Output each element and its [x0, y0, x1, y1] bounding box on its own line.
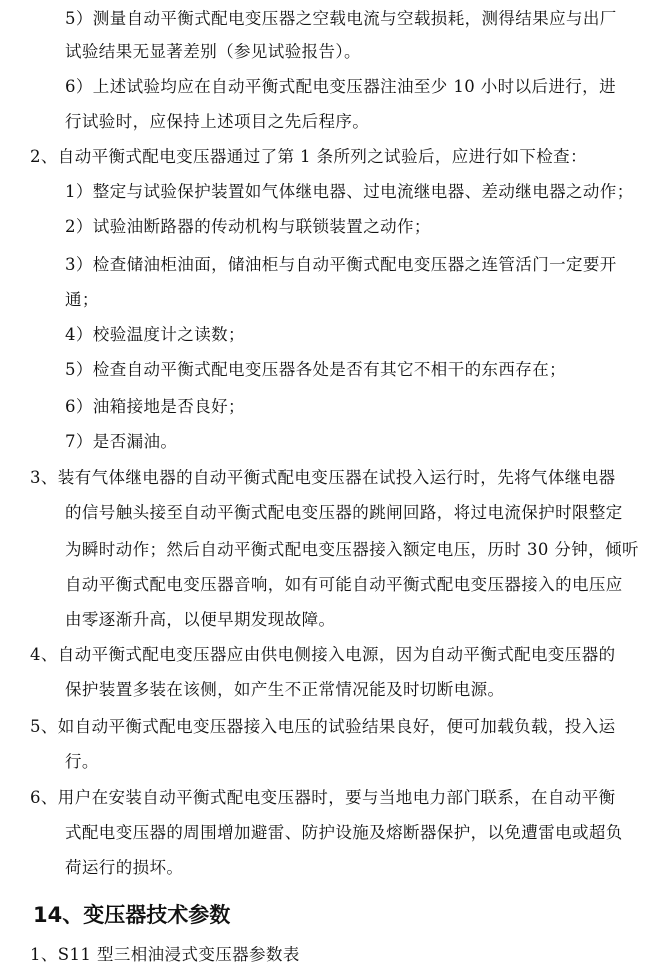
- para-line: 由零逐渐升高，以便早期发现故障。: [65, 610, 336, 629]
- para-line: 3）检查储油柜油面，储油柜与自动平衡式配电变压器之连管活门一定要开: [65, 255, 617, 274]
- para-line: 行试验时，应保持上述项目之先后程序。: [65, 112, 370, 131]
- para-line: 2）试验油断路器的传动机构与联锁装置之动作；: [65, 217, 431, 236]
- para-line: 试验结果无显著差别（参见试验报告）。: [65, 42, 361, 61]
- para-line: 4、自动平衡式配电变压器应由供电侧接入电源，因为自动平衡式配电变压器的: [30, 645, 616, 664]
- para-line: 5）测量自动平衡式配电变压器之空载电流与空载损耗，测得结果应与出厂: [65, 9, 617, 28]
- para-line: 保护装置多装在该侧，如产生不正常情况能及时切断电源。: [65, 680, 505, 699]
- para-line: 4）校验温度计之读数；: [65, 325, 245, 344]
- section-heading: 14、变压器技术参数: [33, 903, 231, 927]
- para-line: 自动平衡式配电变压器音响，如有可能自动平衡式配电变压器接入的电压应: [65, 575, 623, 594]
- para-line: 6、用户在安装自动平衡式配电变压器时，要与当地电力部门联系，在自动平衡: [30, 788, 616, 807]
- para-line: 7）是否漏油。: [65, 432, 178, 451]
- para-line: 2、自动平衡式配电变压器通过了第 1 条所列之试验后，应进行如下检查：: [30, 147, 587, 166]
- para-line: 5、如自动平衡式配电变压器接入电压的试验结果良好，便可加载负载，投入运: [30, 717, 616, 736]
- para-line: 的信号触头接至自动平衡式配电变压器的跳闸回路，将过电流保护时限整定: [65, 503, 623, 522]
- para-line: 6）上述试验均应在自动平衡式配电变压器注油至少 10 小时以后进行，进: [65, 77, 616, 96]
- para-line: 行。: [65, 752, 99, 771]
- para-line: 1）整定与试验保护装置如气体继电器、过电流继电器、差动继电器之动作；: [65, 182, 634, 201]
- para-line: 5）检查自动平衡式配电变压器各处是否有其它不相干的东西存在；: [65, 360, 566, 379]
- subsection-heading: 1、S11 型三相油浸式变压器参数表: [30, 945, 300, 964]
- para-line: 通；: [65, 290, 99, 309]
- para-line: 3、装有气体继电器的自动平衡式配电变压器在试投入运行时，先将气体继电器: [30, 468, 616, 487]
- para-line: 6）油箱接地是否良好；: [65, 397, 245, 416]
- para-line: 荷运行的损坏。: [65, 858, 184, 877]
- para-line: 为瞬时动作；然后自动平衡式配电变压器接入额定电压，历时 30 分钟，倾听: [65, 540, 639, 559]
- para-line: 式配电变压器的周围增加避雷、防护设施及熔断器保护，以免遭雷电或超负: [65, 823, 623, 842]
